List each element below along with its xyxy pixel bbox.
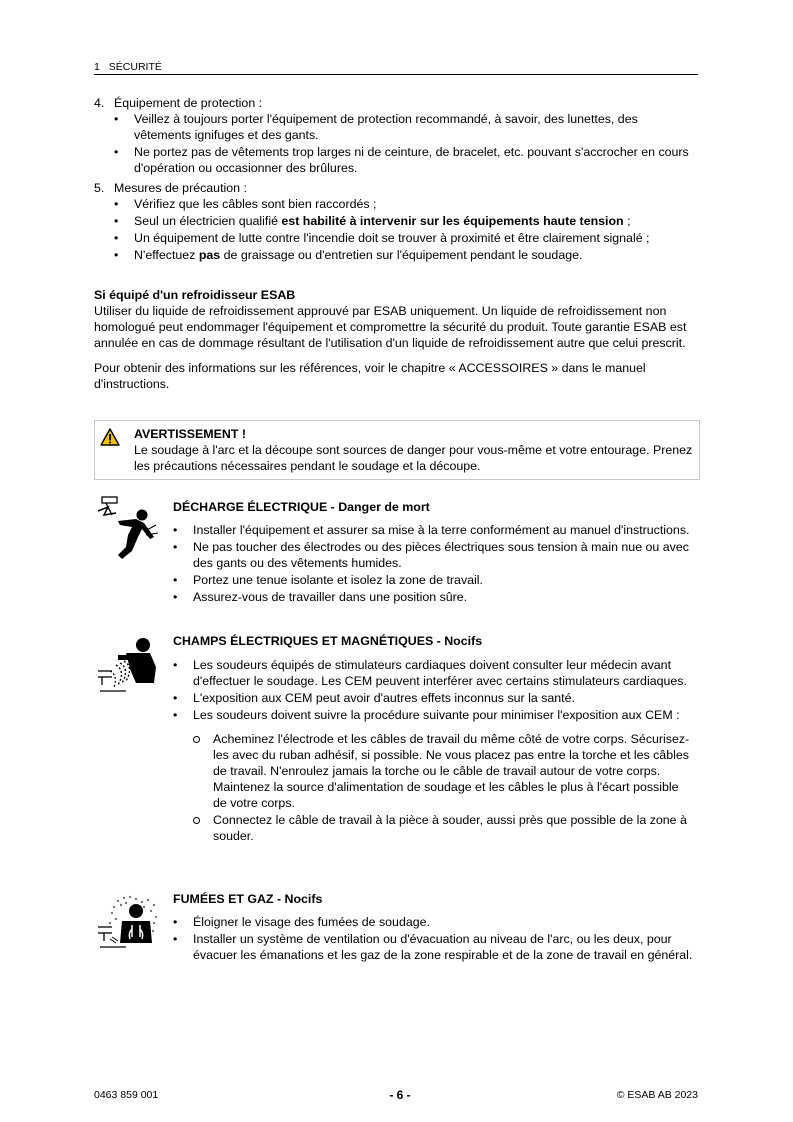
item-5: [94, 180, 698, 263]
bullet-list: [173, 914, 698, 963]
electric-shock-title: DÉCHARGE ÉLECTRIQUE - Danger de mort: [173, 500, 430, 514]
item-number: 4.: [94, 96, 105, 110]
list-item: • Ne portez pas de vêtements trop larges ni de ceinture, de bracelet, etc. pouvant s'accrocher en cours d'opération ou occasionner des brûlures.: [114, 144, 696, 176]
fumes-title: FUMÉES ET GAZ - Nocifs: [173, 892, 323, 906]
bullet-list: [114, 111, 696, 176]
warning-title: AVERTISSEMENT !: [134, 427, 246, 441]
cooler-paragraph: Utiliser du liquide de refroidissement approuvé par ESAB uniquement. Un liquide de refroidissement non homologué peut endommager l'équipement et compromettre la sécurité du produit. Toute garantie ESAB est annulée en cas de dommage résultant de l'utilisation d'un liquide de refroidissement autre que celui prescrit.: [94, 304, 687, 350]
list-item: • L'exposition aux CEM peut avoir d'autres effets inconnus sur la santé.: [173, 690, 698, 706]
list-item: [114, 247, 698, 263]
list-item: • Installer l'équipement et assurer sa mise à la terre conformément au manuel d'instructions.: [173, 522, 698, 538]
list-item: • Un équipement de lutte contre l'incendie doit se trouver à proximité et être clairement signalé ;: [114, 230, 698, 246]
list-item: • Installer un système de ventilation ou d'évacuation au niveau de l'arc, ou les deux, pour évacuer les émanations et les gaz de la zone respirable et de la zone de travail en général.: [173, 931, 698, 963]
emf-section: [173, 633, 698, 844]
list-item: [114, 213, 698, 229]
electric-shock-section: [173, 499, 698, 605]
list-item: • Ne pas toucher des électrodes ou des pièces électriques sous tension à main nue ou avec des gants ou des vêtements humides.: [173, 539, 698, 571]
item-4: [94, 95, 698, 176]
section-title: SÉCURITÉ: [108, 61, 162, 73]
list-item: • Veillez à toujours porter l'équipement de protection recommandé, à savoir, des lunettes, des vêtements ignifuges et des gants.: [114, 111, 696, 143]
electric-shock-icon: [96, 493, 162, 565]
list-item: • Les soudeurs doivent suivre la procédure suivante pour minimiser l'exposition aux CEM :: [173, 707, 698, 723]
text: Seul un électricien qualifié: [134, 214, 282, 228]
emf-title: CHAMPS ÉLECTRIQUES ET MAGNÉTIQUES - Nocifs: [173, 634, 483, 648]
item-title: Équipement de protection :: [114, 96, 263, 110]
bullet-list: [173, 657, 698, 723]
list-item: • Éloigner le visage des fumées de soudage.: [173, 914, 698, 930]
warning-text: Le soudage à l'arc et la découpe sont sources de danger pour vous-même et votre entourage. Prenez les précautions nécessaires pendant le soudage et la découpe.: [134, 443, 693, 473]
list-item: • Vérifiez que les câbles sont bien raccordés ;: [114, 196, 698, 212]
cooler-section: [94, 287, 698, 392]
section-number: 1: [94, 61, 100, 73]
accessories-info: Pour obtenir des informations sur les références, voir le chapitre « ACCESSOIRES » dans le manuel d'instructions.: [94, 361, 646, 391]
bold-text: est habilité à intervenir sur les équipements haute tension: [281, 214, 624, 228]
text: de graissage ou d'entretien sur l'équipement pendant le soudage.: [220, 248, 583, 262]
fumes-gas-icon: [96, 893, 162, 953]
list-item: • Portez une tenue isolante et isolez la zone de travail.: [173, 572, 698, 588]
text: N'effectuez: [134, 248, 199, 262]
item-number: 5.: [94, 181, 105, 195]
sub-list-item: Acheminez l'électrode et les câbles de travail du même côté de votre corps. Sécurisez-les avec du ruban adhésif, si possible. Ne vous placez pas entre la torche et les câbles de travail. N'enroulez jamais la torche ou le câble de travail autour de votre corps. Maintenez la source d'alimentation de soudage et les câbles le plus à l'écart possible de votre corps.: [191, 731, 691, 811]
warning-box: [94, 420, 700, 480]
text: ;: [623, 214, 631, 228]
copyright: © ESAB AB 2023: [616, 1089, 698, 1101]
sub-list-item: Connectez le câble de travail à la pièce à souder, aussi près que possible de la zone à souder.: [191, 812, 691, 844]
cooler-heading: Si équipé d'un refroidisseur ESAB: [94, 288, 296, 302]
doc-number: 0463 859 001: [94, 1089, 159, 1101]
list-item: • Assurez-vous de travailler dans une position sûre.: [173, 589, 698, 605]
list-item: • Les soudeurs équipés de stimulateurs cardiaques doivent consulter leur médecin avant d'effectuer le soudage. Les CEM peuvent interférer avec certains stimulateurs cardiaques.: [173, 657, 698, 689]
sub-list: [191, 731, 691, 844]
item-title: Mesures de précaution :: [114, 181, 247, 195]
page-header: [94, 60, 698, 75]
warning-triangle-icon: [100, 428, 120, 446]
bullet-list: [114, 196, 698, 263]
bullet-list: [173, 522, 698, 605]
page-number: - 6 -: [389, 1088, 411, 1102]
bold-text: pas: [198, 248, 221, 262]
fumes-section: [173, 891, 698, 963]
emf-welder-icon: [96, 633, 160, 697]
